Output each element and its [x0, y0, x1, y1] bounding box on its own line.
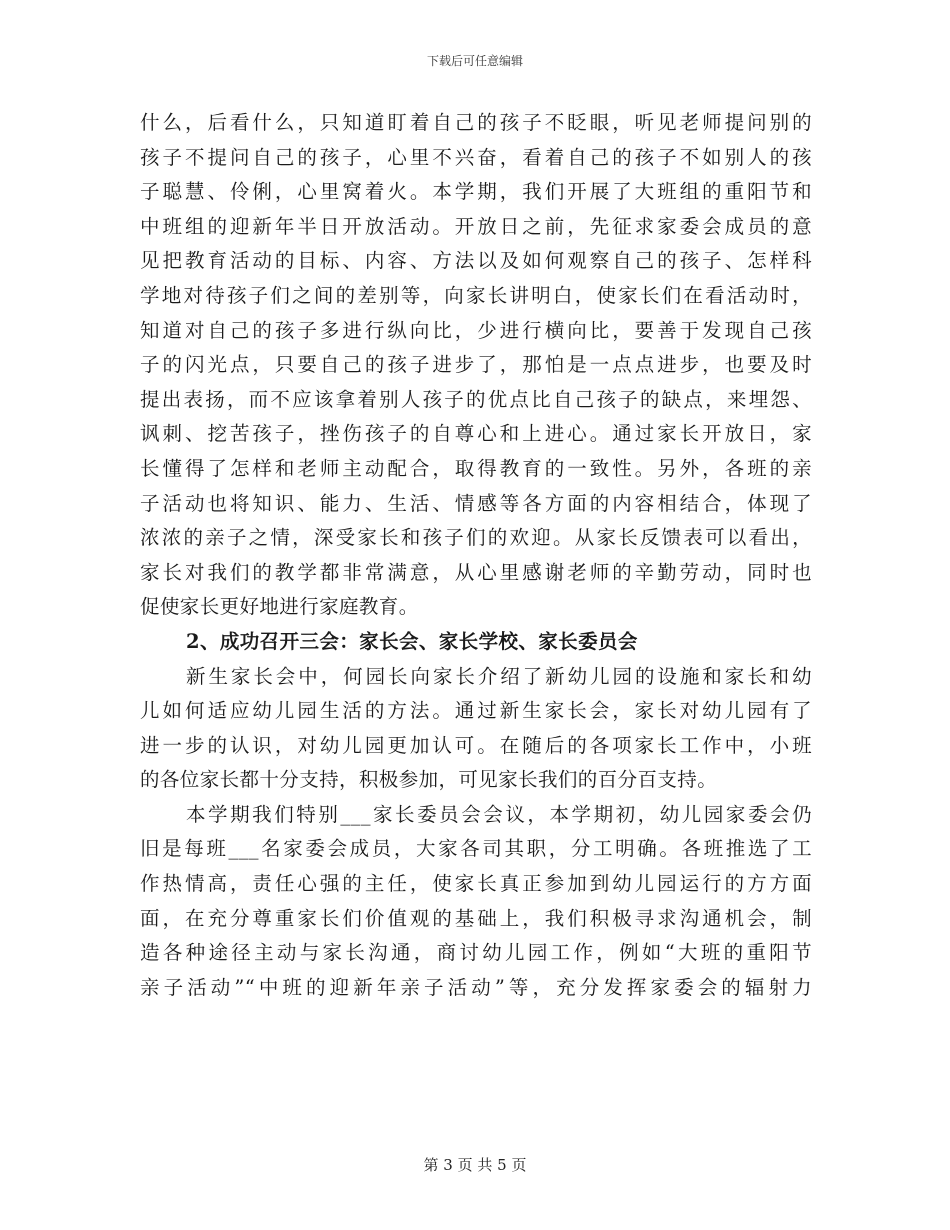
paragraph-3 [140, 798, 812, 1006]
text-line: 新生家长会中，何园长向家长介绍了新幼儿园的设施和家长和幼 [186, 664, 812, 688]
text-line: 浓浓的亲子之情，深受家长和孩子们的欢迎。从家长反馈表可以看出， [140, 526, 812, 550]
text-line: 亲子活动”“中班的迎新年亲子活动”等，充分发挥家委会的辐射力 [140, 975, 812, 999]
text-line: 进一步的认识，对幼儿园更加认可。在随后的各项家长工作中，小班 [140, 733, 812, 757]
text-line: 儿如何适应幼儿园生活的方法。通过新生家长会，家长对幼儿园有了 [140, 699, 812, 723]
text-line: 见把教育活动的目标、内容、方法以及如何观察自己的孩子、怎样科 [140, 249, 812, 273]
page-header: 下载后可任意编辑 [426, 54, 523, 68]
text-line: 子活动也将知识、能力、生活、情感等各方面的内容相结合，体现了 [140, 491, 812, 515]
text-line: 讽刺、挖苦孩子，挫伤孩子的自尊心和上进心。通过家长开放日，家 [140, 422, 812, 446]
text-line: 中班组的迎新年半日开放活动。开放日之前，先征求家委会成员的意 [140, 214, 812, 238]
text-line: 提出表扬，而不应该拿着别人孩子的优点比自己孩子的缺点，来埋怨、 [140, 387, 812, 411]
text-line: 知道对自己的孩子多进行纵向比，少进行横向比，要善于发现自己孩 [140, 318, 812, 342]
text-line: 造各种途径主动与家长沟通，商讨幼儿园工作，例如“大班的重阳节 [140, 941, 812, 965]
page-number-footer: 第 3 页 共 5 页 [423, 1156, 527, 1174]
text-line: 作热情高，责任心强的主任，使家长真正参加到幼儿园运行的方方面 [140, 872, 812, 896]
section-heading [140, 625, 812, 660]
heading-text: 2、成功召开三会：家长会、家长学校、家长委员会 [186, 629, 638, 653]
text-line: 长懂得了怎样和老师主动配合，取得教育的一致性。另外，各班的亲 [140, 456, 812, 480]
text-line: 子聪慧、伶俐，心里窝着火。本学期，我们开展了大班组的重阳节和 [140, 180, 812, 204]
text-line: 学地对待孩子们之间的差别等，向家长讲明白，使家长们在看活动时， [140, 283, 812, 307]
document-body [140, 106, 812, 1005]
text-line: 促使家长更好地进行家庭教育。 [140, 595, 419, 619]
paragraph-2 [140, 660, 812, 798]
text-line: 面，在充分尊重家长们价值观的基础上，我们积极寻求沟通机会，制 [140, 906, 812, 930]
text-line: 旧是每班___名家委会成员，大家各司其职，分工明确。各班推选了工 [140, 837, 812, 861]
paragraph-1 [140, 106, 812, 625]
text-line: 孩子不提问自己的孩子，心里不兴奋，看着自己的孩子不如别人的孩 [140, 145, 812, 169]
text-line: 什么，后看什么，只知道盯着自己的孩子不眨眼，听见老师提问别的 [140, 111, 812, 134]
text-line: 子的闪光点，只要自己的孩子进步了，那怕是一点点进步，也要及时 [140, 353, 812, 377]
text-line: 的各位家长都十分支持，积极参加，可见家长我们的百分百支持。 [140, 768, 718, 792]
text-line: 本学期我们特别___家长委员会会议，本学期初，幼儿园家委会仍 [186, 802, 812, 826]
text-line: 家长对我们的教学都非常满意，从心里感谢老师的辛勤劳动，同时也 [140, 560, 812, 584]
